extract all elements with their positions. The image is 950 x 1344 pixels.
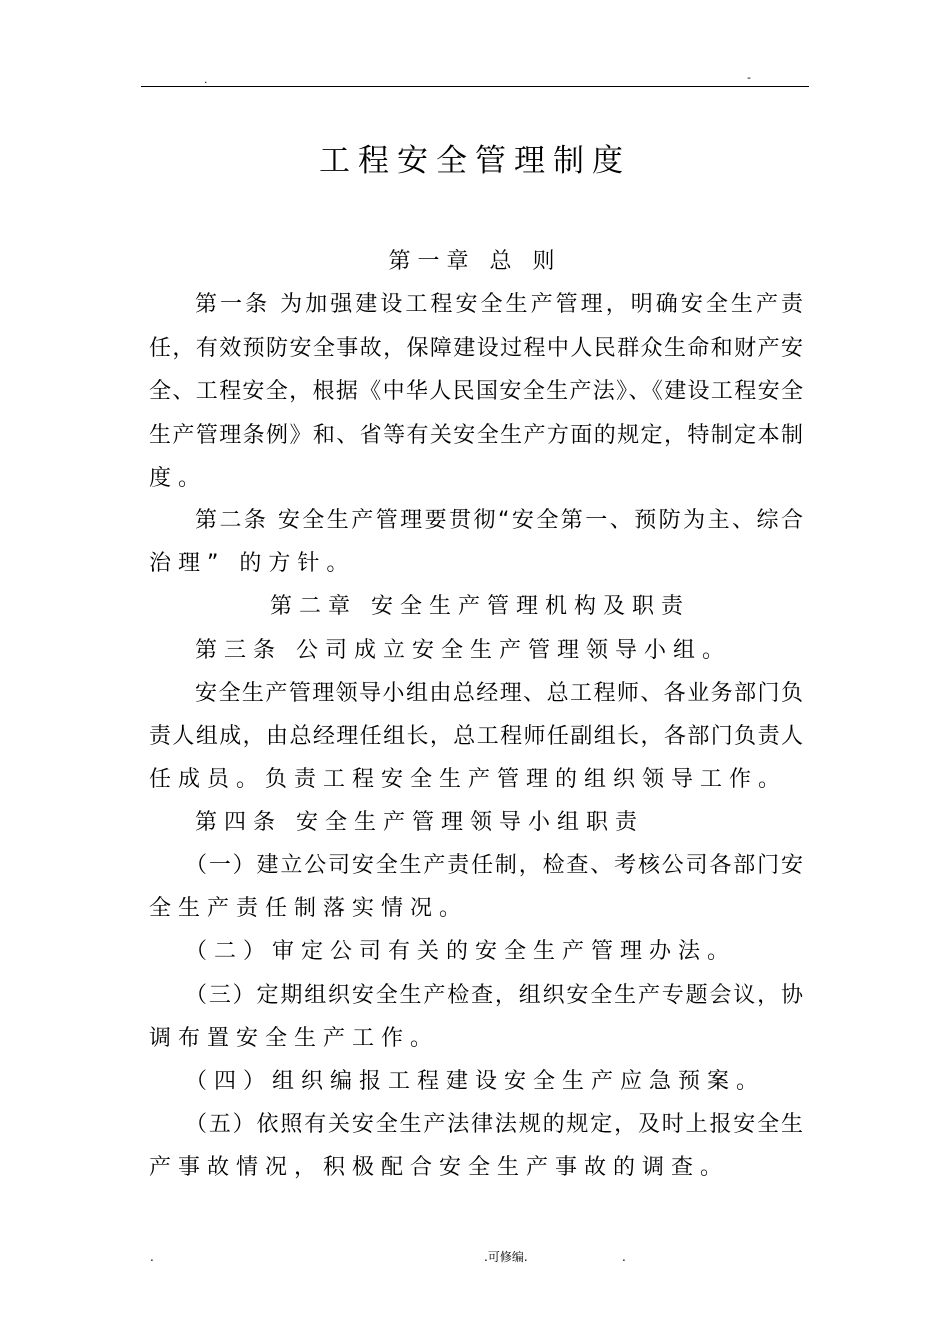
paragraph-line: 安全生产管理领导小组由总经理、总工程师、各业务部门负: [195, 681, 803, 706]
footer-left-mark: .: [150, 1250, 154, 1264]
chapter-heading: 第二章 安全生产管理机构及职责: [270, 594, 690, 619]
article-line: 第一条 为加强建设工程安全生产管理，明确安全生产责: [195, 292, 803, 317]
document-title: 工程安全管理制度: [319, 143, 631, 179]
list-item-line: 全生产责任制落实情况。: [149, 896, 469, 921]
header-right-mark: -: [747, 71, 751, 84]
list-item-line: （一）建立公司安全生产责任制，检查、考核公司各部门安: [185, 853, 803, 878]
list-item-line: 调布置安全生产工作。: [149, 1026, 440, 1051]
paragraph-line: 任成员。负责工程安全生产管理的组织领导工作。: [149, 767, 788, 792]
article-line: 第四条 安全生产管理领导小组职责: [195, 810, 644, 835]
article-line: 全、工程安全，根据《中华人民国安全生产法》、《建设工程安全: [149, 379, 803, 404]
article-line: 第三条 公司成立安全生产管理领导小组。: [195, 638, 731, 663]
footer-right-mark: .: [622, 1250, 626, 1264]
article-line: 任，有效预防安全事故，保障建设过程中人民群众生命和财产安: [149, 336, 803, 361]
list-item-line: （二）审定公司有关的安全生产管理办法。: [185, 939, 737, 964]
footer-text: .可修编.: [484, 1250, 528, 1264]
paragraph-line: 责人组成，由总经理任组长，总工程师任副组长，各部门负责人: [149, 724, 803, 749]
list-item-line: （四）组织编报工程建设安全生产应急预案。: [185, 1069, 766, 1094]
list-item-line: 产事故情况，积极配合安全生产事故的调查。: [149, 1155, 730, 1180]
article-line: 第二条 安全生产管理要贯彻“安全第一、预防为主、综合: [195, 508, 803, 533]
header-left-mark: .: [204, 73, 208, 86]
header-rule: [141, 86, 809, 87]
list-item-line: （三）定期组织安全生产检查，组织安全生产专题会议，协: [185, 983, 803, 1008]
article-line: 度。: [149, 466, 208, 491]
chapter-heading: 第一章 总 则: [388, 249, 562, 274]
list-item-line: （五）依照有关安全生产法律法规的规定，及时上报安全生: [185, 1112, 803, 1137]
article-line: 治理” 的方针。: [149, 551, 356, 576]
article-line: 生产管理条例》和、省等有关安全生产方面的规定，特制定本制: [149, 423, 803, 448]
